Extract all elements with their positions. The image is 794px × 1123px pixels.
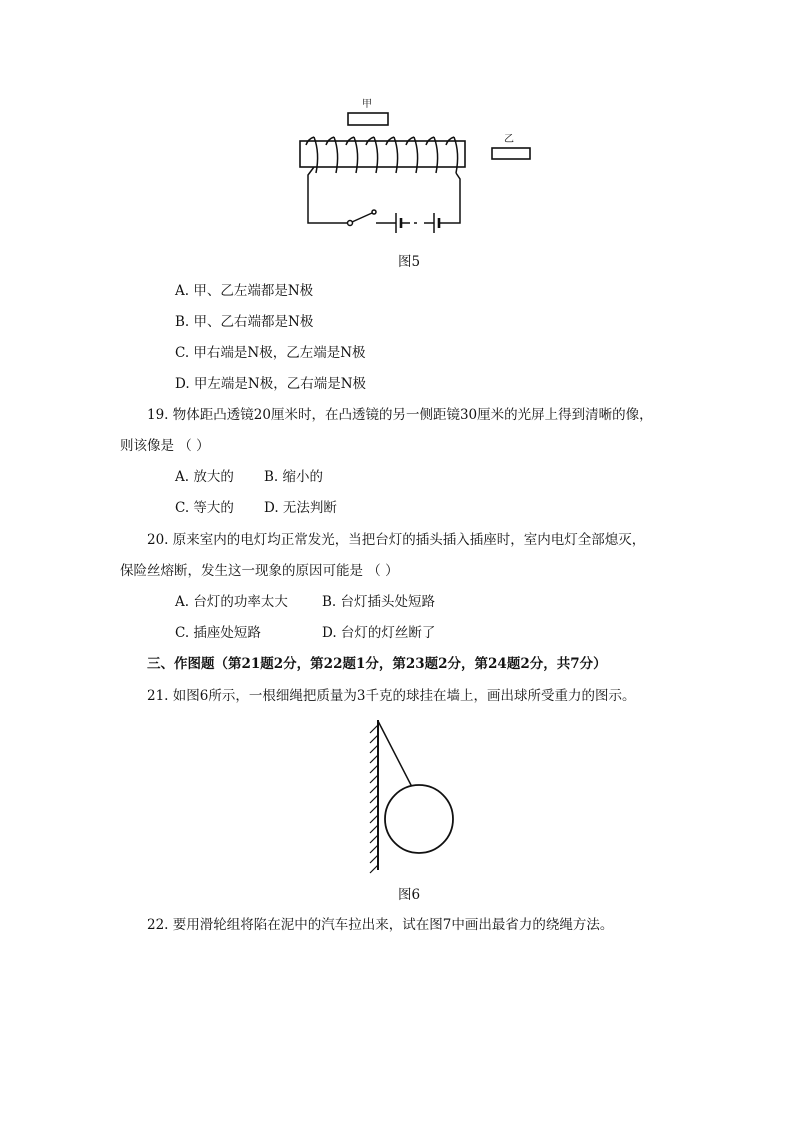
q18-option-d: D. 甲左端是N极，乙右端是N极 [175, 376, 367, 392]
figure-5-caption: 图5 [398, 254, 421, 270]
q18-option-a: A. 甲、乙左端都是N极 [175, 283, 314, 299]
q19-stem-line1: 19. 物体距凸透镜20厘米时，在凸透镜的另一侧距镜30厘米的光屏上得到清晰的像， [147, 407, 653, 423]
q19-stem-line2: 则该像是 （ ） [120, 438, 210, 454]
q18-option-c: C. 甲右端是N极，乙左端是N极 [175, 345, 366, 361]
q22-stem: 22. 要用滑轮组将陷在泥中的汽车拉出来，试在图7中画出最省力的绕绳方法。 [147, 917, 614, 933]
q19-option-b: B. 缩小的 [264, 469, 324, 485]
q20-option-a: A. 台灯的功率太大 [175, 594, 288, 610]
label-yi: 乙 [504, 134, 514, 145]
circuit-wires [308, 167, 460, 233]
figure-5-electromagnet [290, 95, 540, 240]
q20-stem-line2: 保险丝熔断，发生这一现象的原因可能是 （ ） [120, 563, 399, 579]
iron-core [300, 141, 465, 167]
figure-6-caption: 图6 [398, 887, 421, 903]
section-3-heading: 三、作图题（第21题2分，第22题1分，第23题2分，第24题2分，共7分） [147, 656, 607, 672]
q20-option-c: C. 插座处短路 [175, 625, 261, 641]
figure-6-ball-on-wall [360, 715, 470, 875]
string [378, 721, 412, 787]
magnet-jia [348, 113, 388, 125]
q18-option-b: B. 甲、乙右端都是N极 [175, 314, 314, 330]
magnet-yi [492, 148, 530, 159]
ball [385, 785, 453, 853]
q20-option-d: D. 台灯的灯丝断了 [322, 625, 436, 641]
q20-stem-line1: 20. 原来室内的电灯均正常发光，当把台灯的插头插入插座时，室内电灯全部熄灭， [147, 532, 646, 548]
q19-option-a: A. 放大的 [175, 469, 234, 485]
q20-option-b: B. 台灯插头处短路 [322, 594, 436, 610]
q19-option-c: C. 等大的 [175, 500, 234, 516]
wall-hatching [370, 725, 378, 873]
label-jia: 甲 [362, 99, 372, 110]
q21-stem: 21. 如图6所示，一根细绳把质量为3千克的球挂在墙上，画出球所受重力的图示。 [147, 688, 636, 704]
q19-option-d: D. 无法判断 [264, 500, 337, 516]
